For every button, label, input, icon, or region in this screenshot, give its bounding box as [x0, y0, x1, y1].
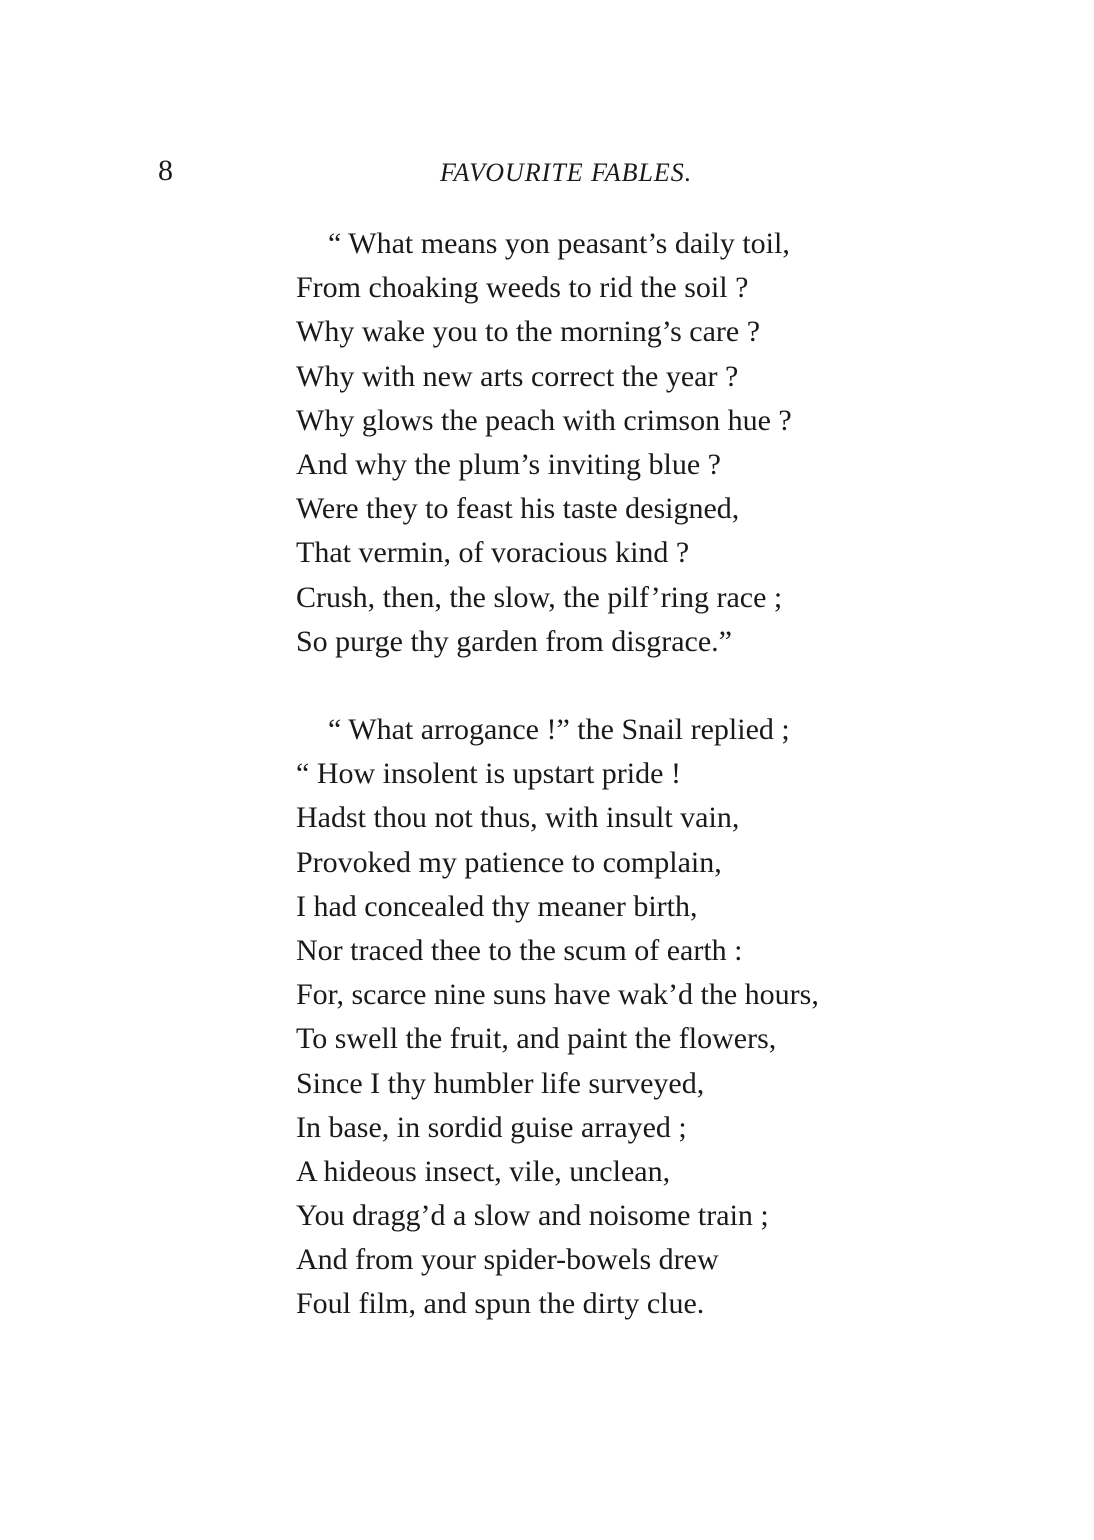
poem-line: A hideous insect, vile, unclean, — [296, 1154, 671, 1188]
poem-line: That vermin, of voracious kind ? — [296, 536, 690, 570]
poem-stanza-2 — [296, 708, 819, 1327]
running-title: FAVOURITE FABLES. — [440, 158, 693, 187]
poem-stanza-1 — [296, 222, 792, 664]
poem-line: To swell the fruit, and paint the flowers, — [296, 1022, 777, 1056]
poem-line: For, scarce nine suns have wak’d the hours, — [296, 978, 819, 1012]
poem-line: Since I thy humbler life surveyed, — [296, 1066, 705, 1100]
poem-line: And from your spider-bowels drew — [296, 1243, 719, 1277]
poem-line: Foul film, and spun the dirty clue. — [296, 1287, 705, 1321]
poem-line: Hadst thou not thus, with insult vain, — [296, 801, 740, 835]
poem-line: “ What means yon peasant’s daily toil, — [328, 227, 790, 260]
poem-line: Crush, then, the slow, the pilf’ring race ; — [296, 580, 783, 614]
poem-line: And why the plum’s inviting blue ? — [296, 447, 721, 481]
poem-line: “ What arrogance !” the Snail replied ; — [328, 713, 790, 746]
poem-line: So purge thy garden from disgrace.” — [296, 624, 732, 658]
poem-line: “ How insolent is upstart pride ! — [296, 757, 681, 791]
poem-line: Why with new arts correct the year ? — [296, 359, 739, 393]
poem-line: From choaking weeds to rid the soil ? — [296, 271, 749, 305]
poem-line: Provoked my patience to complain, — [296, 845, 722, 879]
page-number: 8 — [158, 154, 173, 187]
poem-line: Were they to feast his taste designed, — [296, 492, 740, 526]
poem-line: You dragg’d a slow and noisome train ; — [296, 1199, 769, 1233]
poem-line: Why glows the peach with crimson hue ? — [296, 403, 792, 437]
poem-line: In base, in sordid guise arrayed ; — [296, 1110, 687, 1144]
poem-line: I had concealed thy meaner birth, — [296, 889, 698, 923]
poem-line: Nor traced thee to the scum of earth : — [296, 933, 743, 967]
poem-line: Why wake you to the morning’s care ? — [296, 315, 761, 349]
